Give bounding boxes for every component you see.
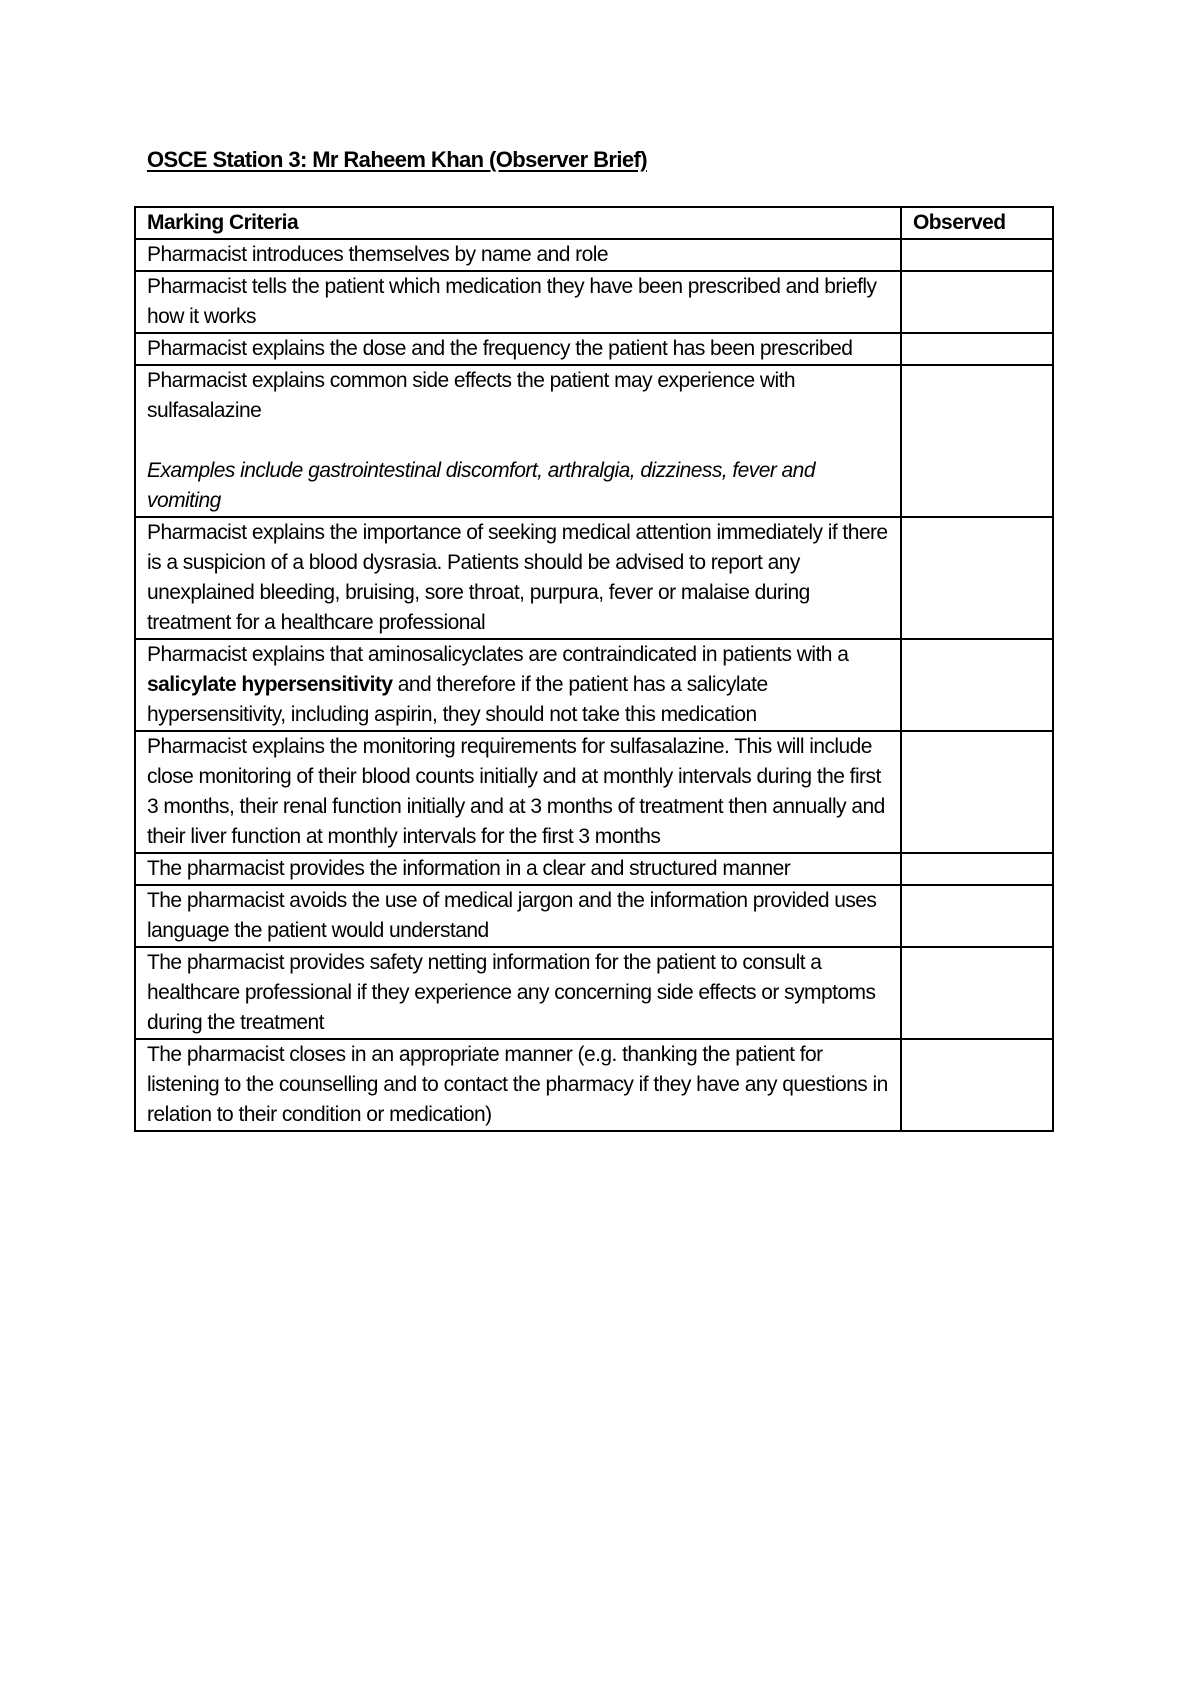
page-title: OSCE Station 3: Mr Raheem Khan (Observer Brief) [147,147,647,172]
table-row [135,333,1053,365]
marking-criteria-table [134,206,1054,1132]
criterion-cell: The pharmacist provides the information in a clear and structured manner [135,853,901,885]
criterion-text-bold: salicylate hypersensitivity [147,673,393,696]
observed-cell[interactable] [901,853,1053,885]
observed-cell[interactable] [901,885,1053,947]
criterion-cell: Pharmacist explains the dose and the frequency the patient has been prescribed [135,333,901,365]
criterion-cell: Pharmacist explains the monitoring requirements for sulfasalazine. This will include close monitoring of their blood counts initially and at monthly intervals during the first 3 months, their renal function initially and at 3 months of treatment then annually and their liver function at monthly intervals for the first 3 months [135,731,901,853]
observed-cell[interactable] [901,239,1053,271]
observed-cell[interactable] [901,517,1053,639]
table-row [135,517,1053,639]
header-marking-criteria: Marking Criteria [135,207,901,239]
observed-cell[interactable] [901,947,1053,1039]
observed-cell[interactable] [901,731,1053,853]
criterion-text: Pharmacist explains common side effects the patient may experience with sulfasalazine [147,369,796,422]
criterion-cell: The pharmacist provides safety netting information for the patient to consult a healthcare professional if they experience any concerning side effects or symptoms during the treatment [135,947,901,1039]
observed-cell[interactable] [901,333,1053,365]
criterion-cell: The pharmacist closes in an appropriate manner (e.g. thanking the patient for listening to the counselling and to contact the pharmacy if they have any questions in relation to their condition or medication) [135,1039,901,1131]
observed-cell[interactable] [901,1039,1053,1131]
table-header-row [135,207,1053,239]
table-row [135,947,1053,1039]
observed-cell[interactable] [901,639,1053,731]
criterion-cell [135,365,901,517]
criterion-text-start: Pharmacist explains that aminosalicyclates are contraindicated in patients with a [147,643,849,666]
table-row [135,885,1053,947]
criterion-cell: Pharmacist explains the importance of seeking medical attention immediately if there is a suspicion of a blood dysrasia. Patients should be advised to report any unexplained bleeding, bruising, sore throat, purpura, fever or malaise during treatment for a healthcare professional [135,517,901,639]
criterion-cell: Pharmacist tells the patient which medication they have been prescribed and briefly how it works [135,271,901,333]
criterion-cell: The pharmacist avoids the use of medical jargon and the information provided uses language the patient would understand [135,885,901,947]
table-row [135,365,1053,517]
observed-cell[interactable] [901,271,1053,333]
criterion-cell: Pharmacist introduces themselves by name and role [135,239,901,271]
table-row [135,639,1053,731]
criterion-example: Examples include gastrointestinal discomfort, arthralgia, dizziness, fever and vomiting [147,459,815,512]
observed-cell[interactable] [901,365,1053,517]
table-row [135,731,1053,853]
header-observed: Observed [901,207,1053,239]
criterion-cell [135,639,901,731]
table-row [135,1039,1053,1131]
table-row [135,853,1053,885]
criterion-text-end: and therefore if the patient has a salicylate hypersensitivity, including aspirin, they should not take this medication [147,673,768,726]
table-row [135,271,1053,333]
table-row [135,239,1053,271]
